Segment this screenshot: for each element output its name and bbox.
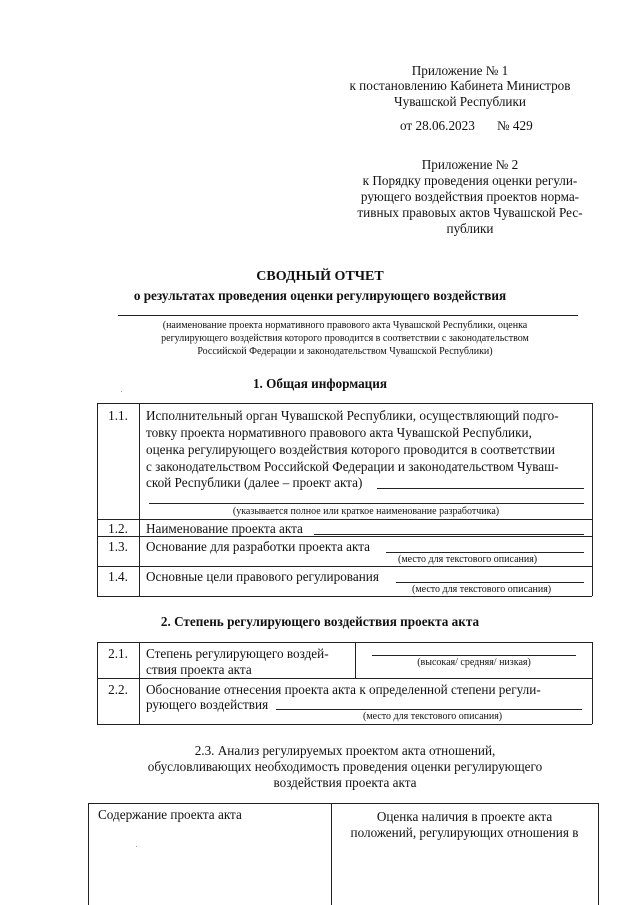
section-2-heading: 2. Степень регулирующего воздействия проекта акта bbox=[160, 614, 480, 629]
row-text-line: Обоснование отнесения проекта акта к определенной степени регули- bbox=[146, 682, 541, 697]
justification-field[interactable] bbox=[276, 709, 582, 710]
appendix-2-ref-line: публики bbox=[446, 221, 494, 236]
appendix-1-number: № 429 bbox=[497, 118, 533, 133]
appendix-1-label: Приложение № 1 bbox=[411, 63, 509, 78]
developer-field[interactable] bbox=[149, 503, 584, 504]
row-number: 2.2. bbox=[108, 682, 128, 697]
appendix-1-ref-line: к постановлению Кабинета Министров bbox=[349, 78, 571, 93]
degree-hint: (высокая/ средняя/ низкая) bbox=[417, 657, 531, 668]
appendix-2-ref-line: рующего воздействия проектов норма- bbox=[360, 189, 580, 204]
row-text-line: Исполнительный орган Чувашской Республики, осуществляющий подго- bbox=[146, 408, 559, 423]
row-text-line: рующего воздействия bbox=[146, 697, 269, 712]
row-text-line: с законодательством Российской Федерации и законодательством Чуваш- bbox=[146, 459, 559, 474]
column-header-assessment: Оценка наличия в проекте акта bbox=[376, 809, 553, 824]
basis-hint: (место для текстового описания) bbox=[398, 554, 538, 565]
developer-field[interactable] bbox=[377, 488, 584, 489]
project-name-hint: (наименование проекта нормативного правового акта Чувашской Республики, оценка bbox=[162, 320, 528, 331]
section-2-3-heading: обусловливающих необходимость проведения оценки регулирующего bbox=[147, 759, 543, 774]
row-number: 1.3. bbox=[108, 539, 128, 554]
degree-field[interactable] bbox=[372, 655, 576, 656]
goals-field[interactable] bbox=[396, 582, 584, 583]
column-header-content: Содержание проекта акта bbox=[98, 807, 242, 822]
project-name-line bbox=[118, 315, 578, 316]
appendix-1-date: от 28.06.2023 bbox=[400, 118, 475, 133]
row-number: 1.2. bbox=[108, 521, 128, 536]
row-text-line: Степень регулирующего воздей- bbox=[146, 646, 329, 661]
row-number: 1.4. bbox=[108, 569, 128, 584]
row-text-line: оценка регулирующего воздействия которого проводится в соответствии bbox=[146, 442, 555, 457]
developer-hint: (указывается полное или краткое наименование разработчика) bbox=[232, 506, 500, 517]
justification-hint: (место для текстового описания) bbox=[363, 711, 503, 722]
column-header-assessment: положений, регулирующих отношения в bbox=[350, 825, 579, 840]
row-text-line: товку проекта нормативного правового акта Чувашской Республики, bbox=[146, 425, 532, 440]
basis-field[interactable] bbox=[386, 552, 584, 553]
report-title: СВОДНЫЙ ОТЧЕТ bbox=[256, 269, 384, 284]
goals-hint: (место для текстового описания) bbox=[412, 584, 552, 595]
appendix-2-ref-line: тивных правовых актов Чувашской Рес- bbox=[357, 205, 583, 220]
row-text-line: ской Республики (далее – проект акта) bbox=[146, 475, 363, 490]
section-2-3-heading: воздействия проекта акта bbox=[273, 775, 417, 790]
section-1-heading: 1. Общая информация bbox=[252, 376, 388, 391]
row-number: 2.1. bbox=[108, 646, 128, 661]
row-label: Основание для разработки проекта акта bbox=[146, 539, 371, 554]
appendix-2-label: Приложение № 2 bbox=[421, 157, 519, 172]
report-subtitle: о результатах проведения оценки регулирующего воздействия bbox=[133, 288, 507, 303]
project-name-hint: регулирующего воздействия которого проводится в соответствии с законодательством bbox=[161, 333, 529, 344]
appendix-1-ref-line: Чувашской Республики bbox=[394, 94, 526, 109]
row-number: 1.1. bbox=[108, 408, 128, 423]
row-label: Основные цели правового регулирования bbox=[146, 569, 379, 584]
project-name-field[interactable] bbox=[314, 534, 584, 535]
project-name-hint: Российской Федерации и законодательством Чувашской Республики) bbox=[197, 346, 493, 357]
appendix-2-ref-line: к Порядку проведения оценки регули- bbox=[362, 173, 578, 188]
section-2-3-heading: 2.3. Анализ регулируемых проектом акта отношений, bbox=[194, 743, 496, 758]
row-label: Наименование проекта акта bbox=[146, 521, 303, 536]
row-text-line: ствия проекта акта bbox=[146, 662, 252, 677]
